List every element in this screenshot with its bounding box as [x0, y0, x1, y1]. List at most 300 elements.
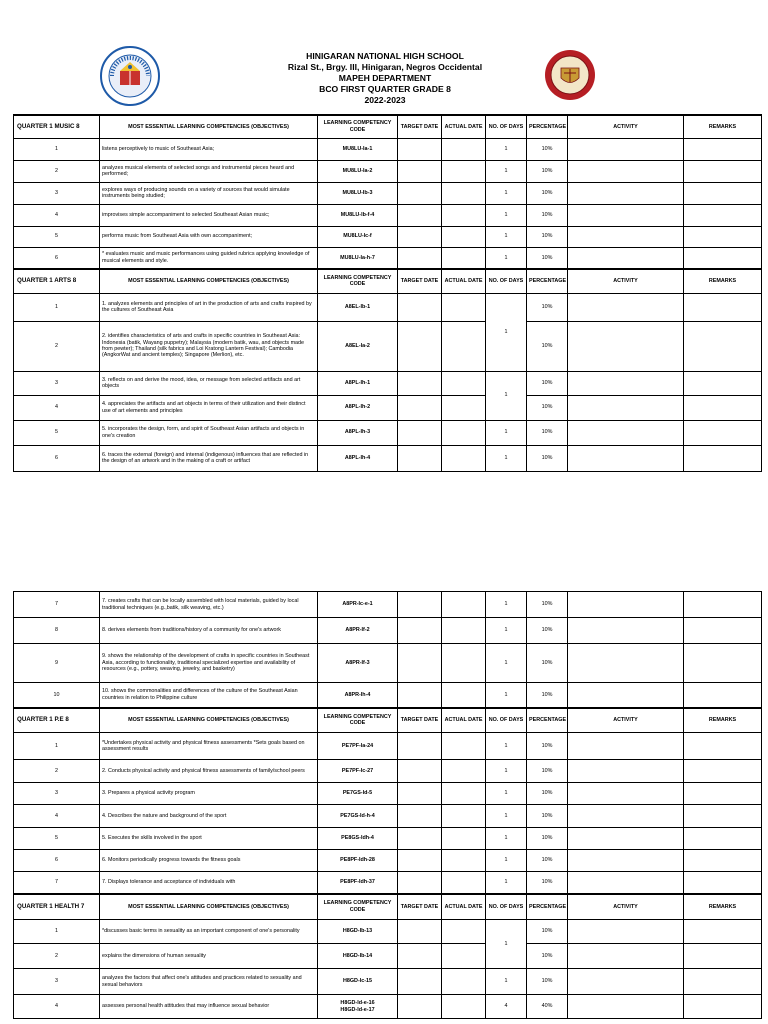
column-header-activity: ACTIVITY [568, 115, 684, 138]
column-header-percentage: PERCENTAGE [527, 115, 568, 138]
remarks-cell [684, 182, 762, 204]
table-row [14, 995, 762, 1019]
percentage-cell: 10% [527, 420, 568, 445]
percentage-cell: 10% [527, 969, 568, 995]
actual-date-cell [442, 204, 486, 226]
actual-date-cell [442, 182, 486, 204]
competency-text: improvises simple accompaniment to selected Southeast Asian music; [100, 204, 318, 226]
table-row [14, 828, 762, 850]
competency-text: explains the dimensions of human sexuality [100, 944, 318, 969]
remarks-cell [684, 226, 762, 247]
target-date-cell [398, 321, 442, 371]
table-row [14, 445, 762, 471]
percentage-cell: 10% [527, 760, 568, 783]
column-header-remarks: REMARKS [684, 115, 762, 138]
competency-code: MU8LU-Ic-f [318, 226, 398, 247]
competency-code: PE7GS-Id-5 [318, 783, 398, 805]
percentage-cell: 10% [527, 293, 568, 321]
activity-cell [568, 783, 684, 805]
activity-cell [568, 371, 684, 395]
days-cell: 1 [486, 138, 527, 160]
activity-cell [568, 872, 684, 894]
remarks-cell [684, 395, 762, 420]
competency-text: 3. reflects on and derive the mood, idea, or message from selected artifacts and art objects [100, 371, 318, 395]
competency-code: A8PR-Ic-e-1 [318, 592, 398, 618]
target-date-cell [398, 783, 442, 805]
actual-date-cell [442, 138, 486, 160]
table-row [14, 420, 762, 445]
target-date-cell [398, 683, 442, 708]
remarks-cell [684, 969, 762, 995]
row-number: 6 [14, 445, 100, 471]
target-date-cell [398, 395, 442, 420]
days-cell: 1 [486, 805, 527, 828]
table-row [14, 805, 762, 828]
competency-text: 5. Executes the skills involved in the sport [100, 828, 318, 850]
competency-code: MU8LU-Ib-f-4 [318, 204, 398, 226]
target-date-cell [398, 850, 442, 872]
actual-date-cell [442, 969, 486, 995]
target-date-cell [398, 420, 442, 445]
column-header-days: NO. OF DAYS [486, 708, 527, 733]
competency-code: MU8LU-Ia-h-7 [318, 247, 398, 269]
target-date-cell [398, 995, 442, 1019]
percentage-cell: 10% [527, 226, 568, 247]
row-number: 5 [14, 420, 100, 445]
competency-code: A8PR-If-3 [318, 644, 398, 683]
competency-text: 4. Describes the nature and background of the sport [100, 805, 318, 828]
target-date-cell [398, 733, 442, 760]
competency-text: 6. traces the external (foreign) and internal (indigenous) influences that are reflected in the design of an artwork and in the making of a craft or artifact [100, 445, 318, 471]
actual-date-cell [442, 247, 486, 269]
actual-date-cell [442, 644, 486, 683]
table-row [14, 371, 762, 395]
target-date-cell [398, 618, 442, 644]
activity-cell [568, 138, 684, 160]
row-number: 3 [14, 182, 100, 204]
table-row [14, 247, 762, 269]
row-number: 8 [14, 618, 100, 644]
days-cell: 4 [486, 995, 527, 1019]
remarks-cell [684, 644, 762, 683]
competency-text: explores ways of producing sounds on a variety of sources that would simulate instruments being studied; [100, 182, 318, 204]
activity-cell [568, 182, 684, 204]
competency-text: listens perceptively to music of Southeast Asia; [100, 138, 318, 160]
competency-code: H8GD-Id-e-16 H8GD-Id-e-17 [318, 995, 398, 1019]
document-title: BCO FIRST QUARTER GRADE 8 [319, 84, 451, 94]
bco-table-part-2 [13, 591, 762, 1019]
row-number: 5 [14, 828, 100, 850]
days-cell: 1 [486, 969, 527, 995]
days-cell: 1 [486, 226, 527, 247]
days-cell: 1 [486, 420, 527, 445]
percentage-cell: 10% [527, 920, 568, 944]
column-header-objectives: MOST ESSENTIAL LEARNING COMPETENCIES (OBJECTIVES) [100, 708, 318, 733]
quarter-label: QUARTER 1 HEALTH 7 [14, 894, 100, 920]
row-number: 3 [14, 969, 100, 995]
percentage-cell: 10% [527, 138, 568, 160]
table-row [14, 592, 762, 618]
row-number: 6 [14, 850, 100, 872]
days-cell: 1 [486, 293, 527, 371]
competency-text: 9. shows the relationship of the development of crafts in specific countries in Southeast Asia, according to functionality, traditional specialized expertise and availability of resources (e.g., pottery, weaving, jewelry, and basketry) [100, 644, 318, 683]
activity-cell [568, 321, 684, 371]
actual-date-cell [442, 920, 486, 944]
table-row [14, 944, 762, 969]
remarks-cell [684, 420, 762, 445]
competency-code: PE8GS-Idh-4 [318, 828, 398, 850]
row-number: 6 [14, 247, 100, 269]
table-row [14, 160, 762, 182]
competency-text: analyzes musical elements of selected songs and instrumental pieces heard and performed; [100, 160, 318, 182]
percentage-cell: 10% [527, 445, 568, 471]
competency-text: 1. analyzes elements and principles of art in the production of arts and crafts inspired by the cultures of Southeast Asia [100, 293, 318, 321]
percentage-cell: 10% [527, 160, 568, 182]
column-header-activity: ACTIVITY [568, 708, 684, 733]
remarks-cell [684, 445, 762, 471]
competency-text: 10. shows the commonalities and differences of the culture of the Southeast Asian countries in relation to Philippine culture [100, 683, 318, 708]
actual-date-cell [442, 371, 486, 395]
quarter-label: QUARTER 1 ARTS 8 [14, 269, 100, 293]
row-number: 4 [14, 995, 100, 1019]
column-header-objectives: MOST ESSENTIAL LEARNING COMPETENCIES (OBJECTIVES) [100, 115, 318, 138]
column-header-actual-date: ACTUAL DATE [442, 894, 486, 920]
remarks-cell [684, 321, 762, 371]
days-cell: 1 [486, 872, 527, 894]
activity-cell [568, 969, 684, 995]
actual-date-cell [442, 618, 486, 644]
competency-text: 8. derives elements from traditions/history of a community for one's artwork [100, 618, 318, 644]
competency-text: assesses personal health attitudes that may influence sexual behavior [100, 995, 318, 1019]
activity-cell [568, 592, 684, 618]
days-cell: 1 [486, 445, 527, 471]
table-row [14, 321, 762, 371]
row-number: 2 [14, 944, 100, 969]
row-number: 3 [14, 783, 100, 805]
competency-code: A8PR-Ih-4 [318, 683, 398, 708]
row-number: 2 [14, 760, 100, 783]
days-cell: 1 [486, 204, 527, 226]
remarks-cell [684, 683, 762, 708]
actual-date-cell [442, 395, 486, 420]
competency-code: A8EL-Ib-1 [318, 293, 398, 321]
column-header-actual-date: ACTUAL DATE [442, 115, 486, 138]
column-header-actual-date: ACTUAL DATE [442, 708, 486, 733]
competency-code: A8PR-If-2 [318, 618, 398, 644]
days-cell: 1 [486, 760, 527, 783]
table-row [14, 920, 762, 944]
competency-code: PE7GS-Id-h-4 [318, 805, 398, 828]
actual-date-cell [442, 293, 486, 321]
remarks-cell [684, 592, 762, 618]
quarter-label: QUARTER 1 P.E 8 [14, 708, 100, 733]
competency-text: * evaluates music and music performances using guided rubrics applying knowledge of musical elements and style. [100, 247, 318, 269]
activity-cell [568, 247, 684, 269]
competency-text: *discusses basic terms in sexuality as an important component of one's personality [100, 920, 318, 944]
table-row [14, 226, 762, 247]
days-cell: 1 [486, 160, 527, 182]
row-number: 1 [14, 733, 100, 760]
row-number: 7 [14, 592, 100, 618]
percentage-cell: 10% [527, 618, 568, 644]
remarks-cell [684, 944, 762, 969]
activity-cell [568, 445, 684, 471]
days-cell: 1 [486, 783, 527, 805]
competency-text: 2. identifies characteristics of arts and crafts in specific countries in Southeast Asia: Indonesia (batik, Wayang puppetry); Malaysia (modern batik, wau, and objects made from pewter); Thailand (silk fabrics and Loi Kratong Lantern Festival); Cambodia (AngkorWat and ancient temples); Singapore (Merlion), etc. [100, 321, 318, 371]
competency-code: A8PL-Ih-1 [318, 371, 398, 395]
table-row [14, 644, 762, 683]
actual-date-cell [442, 944, 486, 969]
column-header-percentage: PERCENTAGE [527, 269, 568, 293]
remarks-cell [684, 760, 762, 783]
actual-date-cell [442, 760, 486, 783]
row-number: 2 [14, 160, 100, 182]
remarks-cell [684, 783, 762, 805]
competency-code: PE8PF-Idh-28 [318, 850, 398, 872]
competency-text: 3. Prepares a physical activity program [100, 783, 318, 805]
target-date-cell [398, 760, 442, 783]
days-cell: 1 [486, 733, 527, 760]
actual-date-cell [442, 805, 486, 828]
quarter-label: QUARTER 1 MUSIC 8 [14, 115, 100, 138]
remarks-cell [684, 920, 762, 944]
percentage-cell: 10% [527, 850, 568, 872]
column-header-days: NO. OF DAYS [486, 894, 527, 920]
percentage-cell: 10% [527, 592, 568, 618]
competency-text: 7. Displays tolerance and acceptance of individuals with [100, 872, 318, 894]
row-number: 4 [14, 395, 100, 420]
competency-text: 4. appreciates the artifacts and art objects in terms of their utilization and their distinct use of art elements and principles [100, 395, 318, 420]
actual-date-cell [442, 828, 486, 850]
actual-date-cell [442, 733, 486, 760]
percentage-cell: 10% [527, 733, 568, 760]
percentage-cell: 10% [527, 944, 568, 969]
remarks-cell [684, 138, 762, 160]
competency-code: A8PL-Ih-4 [318, 445, 398, 471]
remarks-cell [684, 850, 762, 872]
remarks-cell [684, 828, 762, 850]
table-row [14, 138, 762, 160]
activity-cell [568, 644, 684, 683]
section-header-pe [14, 708, 762, 733]
target-date-cell [398, 969, 442, 995]
activity-cell [568, 293, 684, 321]
remarks-cell [684, 247, 762, 269]
activity-cell [568, 760, 684, 783]
row-number: 7 [14, 872, 100, 894]
column-header-objectives: MOST ESSENTIAL LEARNING COMPETENCIES (OBJECTIVES) [100, 269, 318, 293]
activity-cell [568, 920, 684, 944]
competency-code: H8GD-Ib-13 [318, 920, 398, 944]
row-number: 5 [14, 226, 100, 247]
days-cell: 1 [486, 828, 527, 850]
actual-date-cell [442, 226, 486, 247]
days-cell: 1 [486, 247, 527, 269]
column-header-percentage: PERCENTAGE [527, 894, 568, 920]
table-row [14, 760, 762, 783]
column-header-remarks: REMARKS [684, 894, 762, 920]
actual-date-cell [442, 445, 486, 471]
column-header-code: LEARNING COMPETENCY CODE [318, 269, 398, 293]
table-row [14, 293, 762, 321]
target-date-cell [398, 204, 442, 226]
target-date-cell [398, 592, 442, 618]
row-number: 1 [14, 293, 100, 321]
bco-table-part-1 [13, 114, 762, 472]
competency-text: 5. incorporates the design, form, and spirit of Southeast Asian artifacts and objects in one's creation [100, 420, 318, 445]
target-date-cell [398, 920, 442, 944]
row-number: 4 [14, 805, 100, 828]
days-cell: 1 [486, 644, 527, 683]
table-row [14, 618, 762, 644]
row-number: 9 [14, 644, 100, 683]
table-row [14, 733, 762, 760]
target-date-cell [398, 138, 442, 160]
column-header-remarks: REMARKS [684, 708, 762, 733]
row-number: 2 [14, 321, 100, 371]
target-date-cell [398, 872, 442, 894]
activity-cell [568, 160, 684, 182]
target-date-cell [398, 644, 442, 683]
days-cell: 1 [486, 683, 527, 708]
table-row [14, 204, 762, 226]
actual-date-cell [442, 783, 486, 805]
actual-date-cell [442, 872, 486, 894]
column-header-percentage: PERCENTAGE [527, 708, 568, 733]
percentage-cell: 10% [527, 182, 568, 204]
competency-code: PE7PF-Ic-27 [318, 760, 398, 783]
column-header-target-date: TARGET DATE [398, 269, 442, 293]
competency-text: 6. Monitors periodically progress towards the fitness goals [100, 850, 318, 872]
activity-cell [568, 944, 684, 969]
percentage-cell: 40% [527, 995, 568, 1019]
percentage-cell: 10% [527, 828, 568, 850]
activity-cell [568, 828, 684, 850]
activity-cell [568, 395, 684, 420]
days-cell: 1 [486, 371, 527, 420]
actual-date-cell [442, 683, 486, 708]
days-cell: 1 [486, 920, 527, 969]
section-header-music [14, 115, 762, 138]
competency-text: 7. creates crafts that can be locally assembled with local materials, guided by local traditional techniques (e.g.,batik, silk weaving, etc.) [100, 592, 318, 618]
target-date-cell [398, 805, 442, 828]
target-date-cell [398, 828, 442, 850]
column-header-days: NO. OF DAYS [486, 115, 527, 138]
column-header-code: LEARNING COMPETENCY CODE [318, 894, 398, 920]
row-number: 3 [14, 371, 100, 395]
competency-code: A8PL-Ih-3 [318, 420, 398, 445]
percentage-cell: 10% [527, 371, 568, 395]
row-number: 1 [14, 138, 100, 160]
days-cell: 1 [486, 618, 527, 644]
target-date-cell [398, 160, 442, 182]
column-header-activity: ACTIVITY [568, 894, 684, 920]
percentage-cell: 10% [527, 247, 568, 269]
competency-code: PE7PF-Ia-24 [318, 733, 398, 760]
section-header-arts [14, 269, 762, 293]
table-row [14, 783, 762, 805]
remarks-cell [684, 995, 762, 1019]
percentage-cell: 10% [527, 395, 568, 420]
activity-cell [568, 733, 684, 760]
actual-date-cell [442, 850, 486, 872]
competency-code: MU8LU-Ia-1 [318, 138, 398, 160]
days-cell: 1 [486, 182, 527, 204]
competency-text: 2. Conducts physical activity and physical fitness assessments of family/school peers [100, 760, 318, 783]
activity-cell [568, 618, 684, 644]
percentage-cell: 10% [527, 683, 568, 708]
school-name: HINIGARAN NATIONAL HIGH SCHOOL [306, 51, 464, 61]
actual-date-cell [442, 160, 486, 182]
competency-code: H8GD-Ib-14 [318, 944, 398, 969]
activity-cell [568, 995, 684, 1019]
activity-cell [568, 683, 684, 708]
column-header-objectives: MOST ESSENTIAL LEARNING COMPETENCIES (OBJECTIVES) [100, 894, 318, 920]
row-number: 4 [14, 204, 100, 226]
percentage-cell: 10% [527, 805, 568, 828]
days-cell: 1 [486, 850, 527, 872]
column-header-days: NO. OF DAYS [486, 269, 527, 293]
target-date-cell [398, 293, 442, 321]
competency-code: MU8LU-Ia-2 [318, 160, 398, 182]
remarks-cell [684, 293, 762, 321]
remarks-cell [684, 618, 762, 644]
percentage-cell: 10% [527, 321, 568, 371]
competency-text: *Undertakes physical activity and physical fitness assessments *Sets goals based on assessment results [100, 733, 318, 760]
school-address: Rizal St., Brgy. III, Hinigaran, Negros Occidental [287, 62, 483, 72]
column-header-target-date: TARGET DATE [398, 894, 442, 920]
target-date-cell [398, 371, 442, 395]
days-cell: 1 [486, 592, 527, 618]
remarks-cell [684, 872, 762, 894]
table-row [14, 850, 762, 872]
row-number: 1 [14, 920, 100, 944]
table-row [14, 395, 762, 420]
target-date-cell [398, 226, 442, 247]
actual-date-cell [442, 995, 486, 1019]
remarks-cell [684, 204, 762, 226]
percentage-cell: 10% [527, 644, 568, 683]
activity-cell [568, 226, 684, 247]
activity-cell [568, 204, 684, 226]
activity-cell [568, 420, 684, 445]
competency-text: performs music from Southeast Asia with own accompaniment; [100, 226, 318, 247]
actual-date-cell [442, 420, 486, 445]
competency-text: analyzes the factors that affect one's attitudes and practices related to sexuality and sexual behaviors [100, 969, 318, 995]
column-header-target-date: TARGET DATE [398, 115, 442, 138]
remarks-cell [684, 160, 762, 182]
table-row [14, 969, 762, 995]
row-number: 10 [14, 683, 100, 708]
column-header-activity: ACTIVITY [568, 269, 684, 293]
column-header-target-date: TARGET DATE [398, 708, 442, 733]
remarks-cell [684, 805, 762, 828]
percentage-cell: 10% [527, 872, 568, 894]
school-year: 2022-2023 [364, 95, 406, 105]
target-date-cell [398, 247, 442, 269]
activity-cell [568, 805, 684, 828]
percentage-cell: 10% [527, 204, 568, 226]
target-date-cell [398, 445, 442, 471]
competency-code: H8GD-Ic-15 [318, 969, 398, 995]
table-row [14, 182, 762, 204]
column-header-actual-date: ACTUAL DATE [442, 269, 486, 293]
actual-date-cell [442, 321, 486, 371]
actual-date-cell [442, 592, 486, 618]
competency-code: A8EL-Ia-2 [318, 321, 398, 371]
target-date-cell [398, 944, 442, 969]
remarks-cell [684, 733, 762, 760]
